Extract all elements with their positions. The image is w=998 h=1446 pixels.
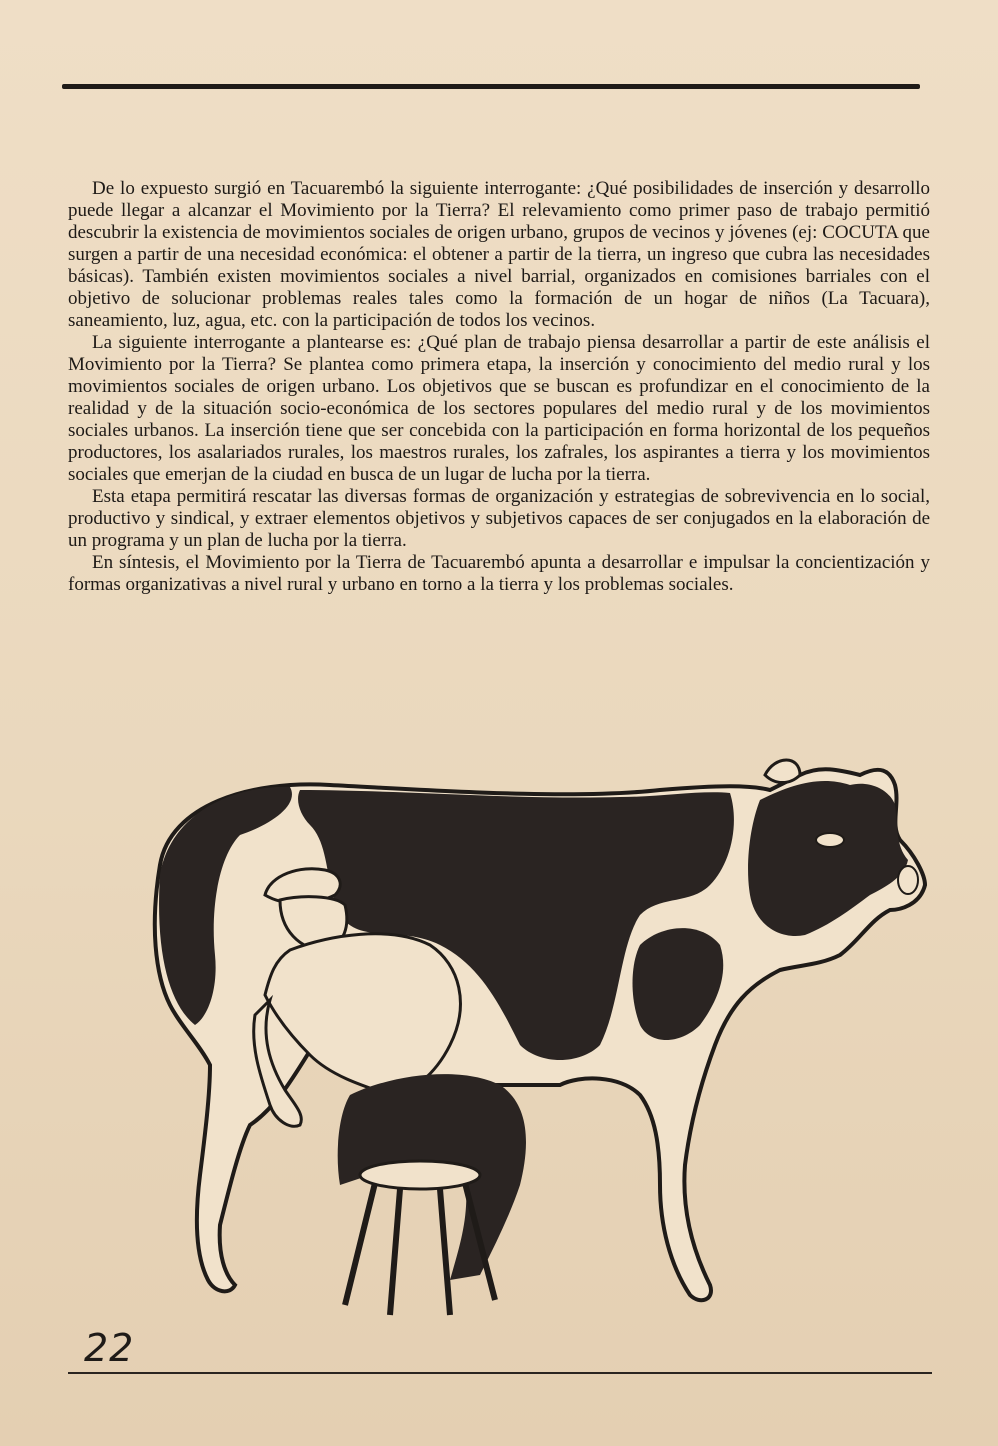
paragraph-3: Esta etapa permitirá rescatar las diversas formas de organización y estrategias de sobrevivencia en lo social, productivo y sindical, y extraer elementos objetivos y subjetivos capaces de ser conjugados en la elaboración de un programa y un plan de lucha por la tierra.: [68, 486, 930, 551]
paragraph-1: De lo expuesto surgió en Tacuarembó la siguiente interrogante: ¿Qué posibilidades de inserción y desarrollo puede llegar a alcanzar el Movimiento por la Tierra? El relevamiento como primer paso de trabajo permitió descubrir la existencia de movimientos sociales de origen urbano, grupos de vecinos y jóvenes (ej: COCUTA que surgen a partir de una necesidad económica: el obtener a partir de la tierra, un ingreso que cubra las necesidades básicas). También existen movimientos sociales a nivel barrial, organizados en comisiones barriales con el objetivo de solucionar problemas reales tales como la formación de un hogar de niños (La Tacuara), saneamiento, luz, agua, etc. con la participación de todos los vecinos.: [68, 178, 930, 331]
stool-seat: [360, 1161, 480, 1189]
cow-nose: [898, 866, 918, 894]
cow-milking-illustration: [100, 745, 940, 1325]
bottom-rule: [68, 1372, 932, 1374]
cow-ear: [765, 760, 800, 783]
page-number: 22: [84, 1326, 135, 1370]
body-text: [68, 178, 930, 596]
paragraph-4: En síntesis, el Movimiento por la Tierra de Tacuarembó apunta a desarrollar e impulsar la concientización y formas organizativas a nivel rural y urbano en torno a la tierra y los problemas sociales.: [68, 552, 930, 595]
cow-eye: [816, 833, 844, 847]
paragraph-2: La siguiente interrogante a plantearse es: ¿Qué plan de trabajo piensa desarrollar a partir de este análisis el Movimiento por la Tierra? Se plantea como primera etapa, la inserción y conocimiento del medio rural y los movimientos sociales de origen urbano. Los objetivos que se buscan es profundizar en el conocimiento de la realidad y de la situación socio-económica de los sectores populares del medio rural y de los movimientos sociales urbanos. La inserción tiene que ser concebida con la participación en forma horizontal de los pequeños productores, los asalariados rurales, los maestros rurales, los zafrales, los aspirantes a tierra y los movimientos sociales que emerjan de la ciudad en busca de un lugar de lucha por la tierra.: [68, 332, 930, 485]
top-rule: [62, 84, 920, 89]
